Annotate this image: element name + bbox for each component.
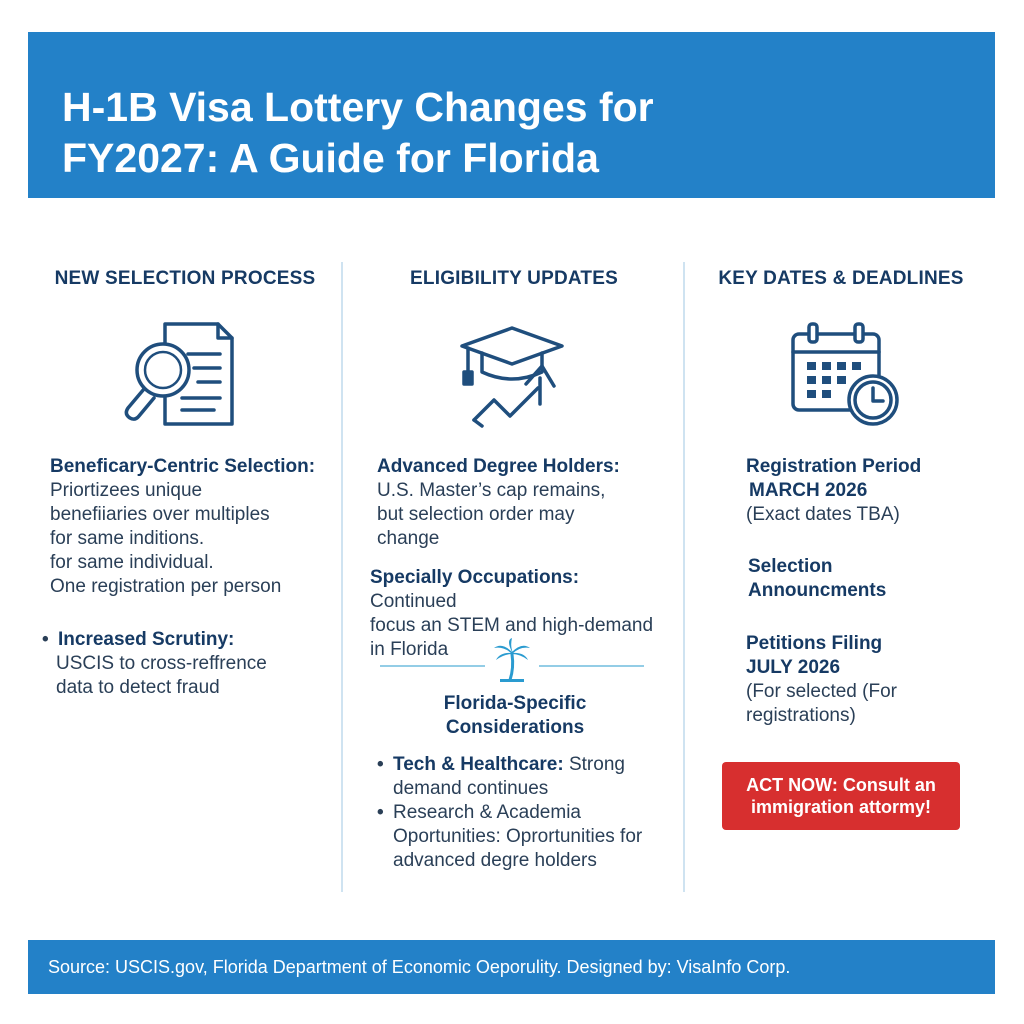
list-item-line: Oportunities: Oprortunities for [393, 826, 643, 847]
item-heading: Increased Scrutiny: [58, 629, 235, 650]
act-now-banner [722, 762, 960, 830]
cta-line: ACT NOW: Consult an [746, 775, 936, 795]
item-text-line: focus an STEM and high-demand [370, 615, 654, 636]
palm-tree-icon [492, 638, 532, 682]
item-text-line: but selection order may [377, 504, 575, 525]
florida-divider [380, 638, 644, 678]
date-value: JULY 2026 [746, 657, 841, 678]
item-text: Continued [370, 591, 457, 612]
item-heading: Beneficary-Centric Selection: [50, 456, 316, 477]
page-title: H-1B Visa Lottery Changes for FY2027: A Guide for Florida [62, 84, 654, 181]
florida-considerations-list [377, 753, 677, 873]
item-text-line: benefiiaries over multiples [50, 504, 270, 525]
florida-considerations-title: Florida-Specific Considerations [443, 693, 587, 738]
item-text-line: for same inditions. [50, 528, 205, 549]
item-text-line: U.S. Master’s cap remains, [377, 480, 606, 501]
date-label: Registration Period [746, 456, 922, 477]
item-text-line: in Florida [370, 639, 449, 660]
item-text-line: change [377, 528, 440, 549]
list-item-heading: Tech & Healthcare: [393, 754, 564, 775]
list-item [377, 753, 677, 777]
bullet-icon: • [377, 802, 384, 823]
date-note: (Exact dates TBA) [746, 504, 900, 525]
eligibility-updates-column [345, 240, 683, 880]
footer-text: Source: USCIS.gov, Florida Department of Economic Oeporulity. Designed by: VisaInfo Corp. [48, 957, 791, 977]
item-text-line: data to detect fraud [56, 677, 220, 698]
advanced-degree-item [377, 455, 667, 551]
bullet-icon: • [377, 754, 384, 775]
item-text-line: One registration per person [50, 576, 282, 597]
date-label: Selection [748, 556, 833, 577]
key-dates-title: KEY DATES & DEADLINES [718, 268, 964, 289]
list-item-line: demand continues [393, 778, 549, 799]
list-item [377, 801, 677, 825]
selection-announcements-item [748, 555, 988, 603]
bullet-icon: • [42, 629, 49, 650]
item-heading: Specially Occupations: [370, 567, 580, 588]
divider-line [539, 665, 644, 667]
beneficiary-centric-item [50, 455, 340, 599]
registration-period-item [746, 455, 986, 527]
date-value: MARCH 2026 [749, 480, 868, 501]
divider-line [380, 665, 485, 667]
item-text-line: USCIS to cross-reffrence [56, 653, 267, 674]
date-note: (For selected (For [746, 681, 897, 702]
list-item-line: advanced degre holders [393, 850, 597, 871]
list-item-text: Strong [563, 754, 625, 775]
column-divider [683, 262, 685, 892]
list-item-text: Research & Academia [393, 802, 581, 823]
eligibility-updates-title: ELIGIBILITY UPDATES [410, 268, 618, 289]
item-text-line: for same individual. [50, 552, 214, 573]
column-divider [341, 262, 343, 892]
date-note: registrations) [746, 705, 856, 726]
selection-process-column [30, 240, 340, 880]
selection-process-title: NEW SELECTION PROCESS [54, 268, 316, 289]
source-footer [28, 940, 995, 994]
item-heading: Advanced Degree Holders: [377, 456, 620, 477]
graduation-cap-arrow-icon [345, 320, 683, 424]
date-label: Petitions Filing [746, 633, 883, 654]
calendar-clock-icon [686, 320, 996, 424]
item-text-line: Priortizees unique [50, 480, 203, 501]
petitions-filing-item [746, 632, 986, 728]
date-label: Announcments [748, 580, 887, 601]
cta-line: immigration attormy! [750, 797, 932, 817]
header-banner [28, 32, 995, 198]
increased-scrutiny-item [42, 628, 332, 700]
document-magnifier-icon [30, 320, 340, 424]
